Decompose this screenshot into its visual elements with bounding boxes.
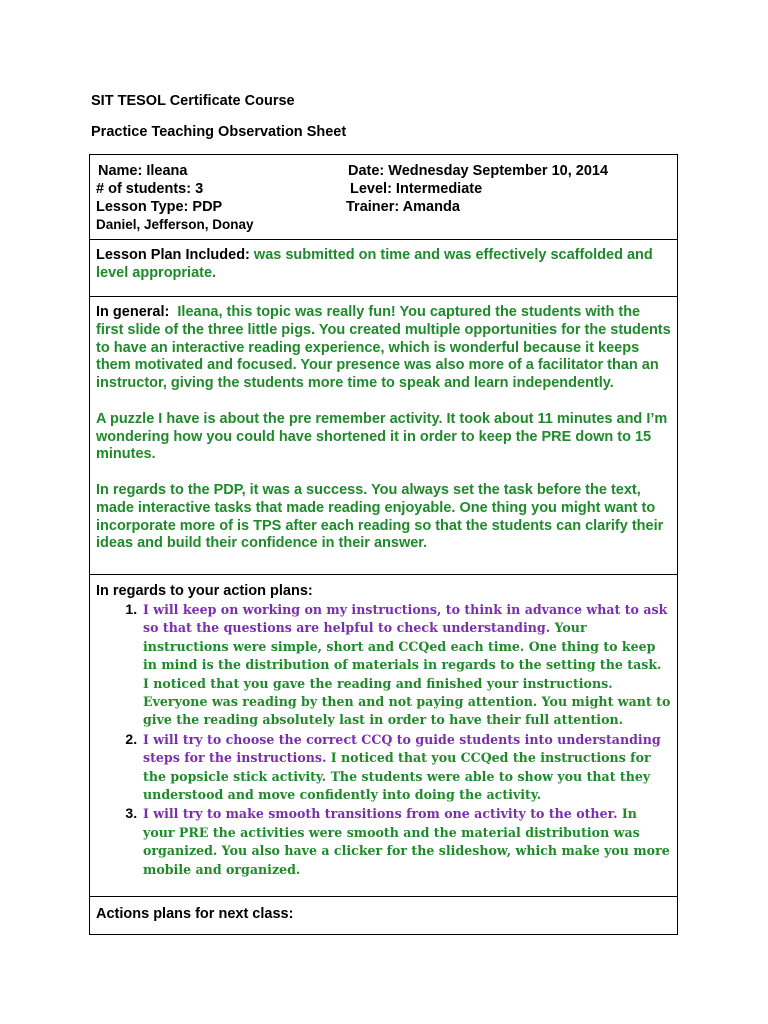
info-row <box>90 155 678 240</box>
general-comment-2: A puzzle I have is about the pre remember activity. It took about 11 minutes and I’m wondering how you could have shortened it in order to keep the PRE down to 15 minutes. <box>96 410 668 463</box>
sheet-title: Practice Teaching Observation Sheet <box>91 124 347 140</box>
general-comment-3: In regards to the PDP, it was a success. You always set the task before the text, made interactive tasks that made reading enjoyable. One thing you might want to incorporate more of is TPS after each reading so that the students can clarify their ideas and build their confidence in their answer. <box>96 481 664 552</box>
lesson-plan-comment: was submitted on time and was effectively scaffolded and level appropriate. <box>96 247 653 281</box>
action-plan-item <box>141 804 671 879</box>
action-plan-feedback: In your PRE the activities were smooth and the material distribution was organized. You also have a clicker for the slideshow, which make you more mobile and organized. <box>143 806 670 877</box>
action-plan-text: I will try to choose the correct CCQ to guide students into understanding steps for the instructions. <box>143 731 661 766</box>
general-cell <box>90 297 678 575</box>
action-plans-cell <box>90 575 678 897</box>
info-cell <box>90 155 678 240</box>
action-plans-label: In regards to your action plans: <box>96 583 313 599</box>
action-plan-text: I will keep on working on my instructions, to think in advance what to ask so that the questions are helpful to check understanding. <box>143 602 668 636</box>
action-plan-item <box>141 600 671 730</box>
next-class-label: Actions plans for next class: <box>96 906 294 922</box>
trainer-name: Trainer: Amanda <box>346 199 460 215</box>
action-plan-feedback: I noticed that you CCQed the instructions for the popsicle stick activity. The students were able to show you that they understood and move confidently into doing the activity. <box>143 750 651 803</box>
course-title: SIT TESOL Certificate Course <box>91 93 295 109</box>
lesson-plan-cell <box>90 240 678 297</box>
general-row <box>90 297 678 575</box>
student-count: # of students: 3 <box>96 181 204 197</box>
trainee-name: Name: Ileana <box>98 163 188 179</box>
general-comment-1: Ileana, this topic was really fun! You captured the students with the first slide of the three little pigs. You created multiple opportunities for the students to have an interactive reading experience, which is wonderful because it keeps them motivated and focused. Your presence was also more of a facilitator than an instructor, giving the students more time to speak and learn independently. <box>96 304 671 392</box>
action-plans-list <box>96 600 671 879</box>
action-plan-feedback: Your instructions were simple, short and CCQed each time. One thing to keep in mind is the distribution of materials in regards to the setting the task. I noticed that you gave the reading and finished your instructions. Everyone was reading by then and not paying attention. You might want to give the reading absolutely last in order to have their full attention. <box>143 620 671 728</box>
lesson-date: Date: Wednesday September 10, 2014 <box>348 163 609 179</box>
action-plans-row <box>90 575 678 897</box>
lesson-plan-label: Lesson Plan Included: <box>96 247 250 263</box>
general-label: In general: <box>96 304 170 320</box>
lesson-plan-row <box>90 240 678 297</box>
next-class-cell <box>90 897 678 935</box>
action-plan-text: I will try to make smooth transitions from one activity to the other. <box>143 806 618 822</box>
observation-table <box>89 154 678 935</box>
next-class-row <box>90 897 678 935</box>
action-plan-item <box>141 730 671 805</box>
lesson-type: Lesson Type: PDP <box>96 199 223 215</box>
student-names: Daniel, Jefferson, Donay <box>96 217 254 232</box>
class-level: Level: Intermediate <box>350 181 483 197</box>
